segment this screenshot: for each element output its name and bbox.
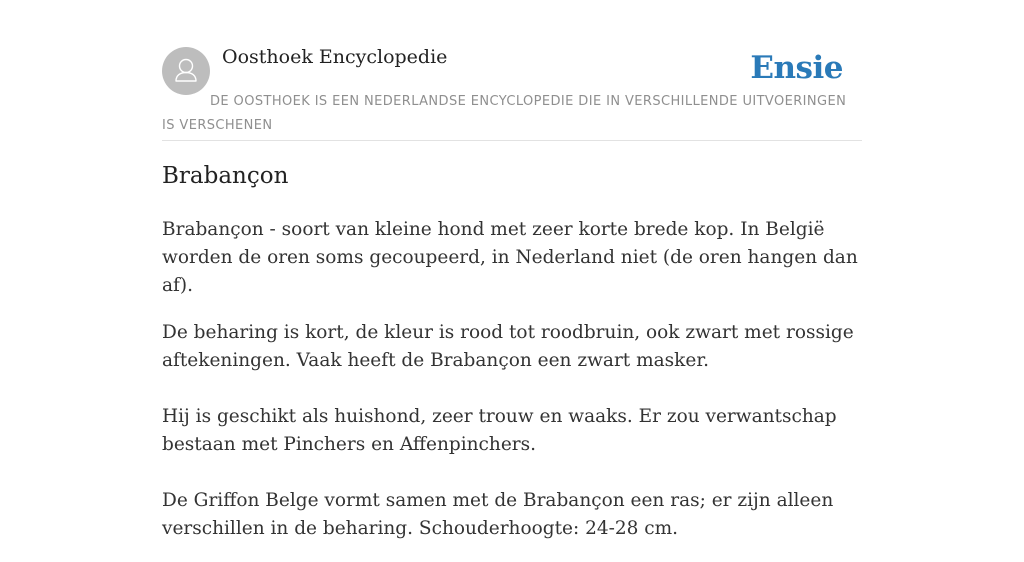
source-title-link[interactable]: Oosthoek Encyclopedie bbox=[222, 46, 448, 68]
article-paragraph-2: De beharing is kort, de kleur is rood tot roodbruin, ook zwart met rossige aftekeningen. Vaak heeft de Brabançon een zwart masker. bbox=[162, 322, 854, 371]
article-body bbox=[162, 216, 862, 562]
article-title: Brabançon bbox=[162, 163, 289, 189]
article-paragraph-3: Hij is geschikt als huishond, zeer trouw en waaks. Er zou verwantschap bestaan met Pinchers en Affenpinchers. bbox=[162, 406, 837, 455]
article-paragraph-4: De Griffon Belge vormt samen met de Brabançon een ras; er zijn alleen verschillen in de beharing. Schouderhoogte: 24-28 cm. bbox=[162, 490, 834, 539]
source-description: DE OOSTHOEK IS EEN NEDERLANDSE ENCYCLOPEDIE DIE IN VERSCHILLENDE UITVOERINGEN IS VERSCHENEN bbox=[162, 94, 847, 133]
ensie-logo-link[interactable]: Ensie bbox=[750, 50, 843, 86]
source-header bbox=[162, 0, 862, 141]
article-paragraph-1: Brabançon - soort van kleine hond met zeer korte brede kop. In België worden de oren soms gecoupeerd, in Nederland niet (de oren hangen dan af). bbox=[162, 219, 858, 296]
person-outline-icon bbox=[162, 47, 210, 95]
page-container bbox=[162, 0, 862, 539]
user-avatar-icon[interactable] bbox=[162, 47, 210, 95]
